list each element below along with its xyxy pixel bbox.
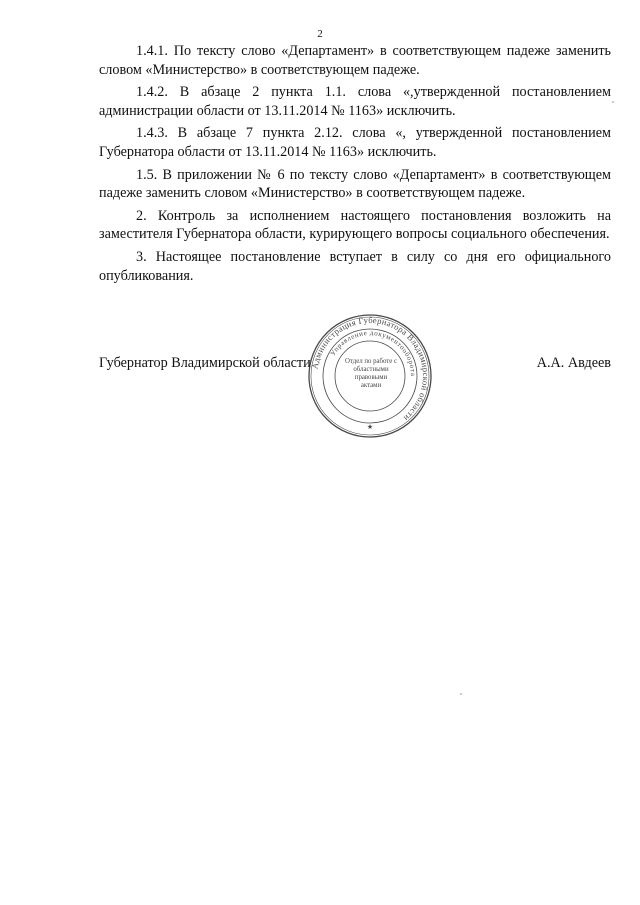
page-number: 2 (317, 28, 323, 40)
paragraph-1-4-2: 1.4.2. В абзаце 2 пункта 1.1. слова «,утвержденной постановлением администрации области от 13.11.2014 № 1163» исключить. (99, 84, 611, 119)
paragraph-1-4-3: 1.4.3. В абзаце 7 пункта 2.12. слова «, утвержденной постановлением Губернатора области от 13.11.2014 № 1163» исключить. (99, 125, 611, 160)
scan-speck (460, 693, 462, 695)
paragraph-1-4-1: 1.4.1. По тексту слово «Департамент» в соответствующем падеже заменить словом «Министерство» в соответствующем падеже. (99, 43, 611, 78)
signatory-name: А.А. Авдеев (536, 355, 611, 371)
stamp-inner-text: Управление документооборота (328, 328, 418, 377)
paragraph-2: 2. Контроль за исполнением настоящего постановления возложить на заместителя Губернатора области, курирующего вопросы социального обеспечения. (99, 207, 611, 243)
scan-speck (612, 101, 614, 103)
stamp-center-text: Отдел по работе с областными правовыми актами (345, 358, 397, 389)
stamp-star-icon: ★ (366, 423, 374, 431)
stamp-outer-text: Администрация Губернатора Владимирской области (309, 314, 432, 424)
paragraph-1-5: 1.5. В приложении № 6 по тексту слово «Департамент» в соответствующем падеже заменить словом «Министерство» в соответствующем падеже. (99, 166, 611, 202)
signatory-position: Губернатор Владимирской области (99, 355, 311, 371)
document-body (99, 42, 611, 289)
paragraph-3: 3. Настоящее постановление вступает в силу со дня его официального опубликования. (99, 248, 611, 284)
official-stamp (307, 313, 433, 439)
